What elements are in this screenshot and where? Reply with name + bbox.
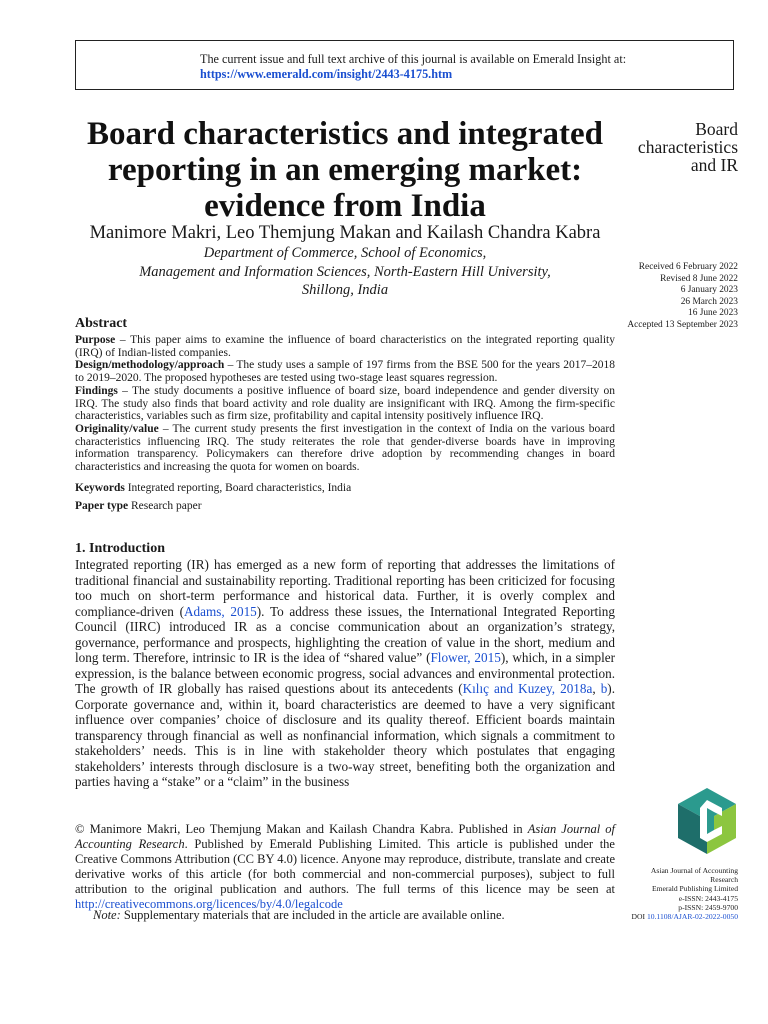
license-paragraph [75,822,615,912]
license-notice [75,822,615,912]
abstract-label: Purpose [75,334,116,346]
journal-info-line: Research [710,875,738,885]
abstract-text: – The study uses a sample of 197 firms from the BSE 500 for the years 2017–2018 to 2019–2020. The proposed hypotheses are tested using two-stage least squares regression. [75,359,615,385]
license-text: . Published by Emerald Publishing Limited. This article is published under the Creative Commons Attribution (CC BY 4.0) licence. Anyone may reproduce, distribute, translate and create derivative works of this article (for both commercial and non-commercial purposes), subject to full attribution to the original publication and authors. The full terms of this licence may be seen at [75,837,615,896]
date-line: 6 January 2023 [680,285,738,295]
journal-info-line: Emerald Publishing Limited [651,884,738,894]
abstract-heading: Abstract [75,316,128,331]
date-line: Accepted 13 September 2023 [627,319,738,330]
introduction-paragraph [75,557,615,790]
doi-label: DOI [631,912,647,922]
license-url-link[interactable]: http://creativecommons.org/licences/by/4.0/legalcode [75,897,343,911]
abstract-design [75,359,615,384]
running-head-line: Board [695,119,738,139]
date-line: 16 June 2023 [688,308,738,318]
abstract-text: – The study documents a positive influence of board size, board independence and gender diversity on IRQ. The study also finds that board activity and role duality are insignificant with IRQ. Among the firm-specific characteristics, variables such as firm size, profitability and capital intensity positively influence IRQ. [75,384,615,423]
supplementary-note [93,908,615,923]
running-head-line: and IR [690,155,738,175]
banner-text: The current issue and full text archive of this journal is available on Emerald Insight at: [200,52,627,66]
abstract-originality [75,423,615,474]
affiliation-line: Department of Commerce, School of Economics, [203,245,487,261]
running-head-line: characteristics [637,137,738,157]
affiliation [75,244,615,300]
hexagon-cube-icon [676,786,738,856]
body-text-segment: , [592,681,601,696]
journal-info-line: p-ISSN: 2459-9700 [678,902,738,912]
abstract-text: – The current study presents the first investigation in the context of India on the various board characteristics influencing IRQ. The study reiterates the role that gender-diverse boards have in improving information transparency. Policymakers can therefore drive adoption by recommending changes in board characteristics and increasing the quota for women on boards. [75,422,615,474]
abstract-text: – This paper aims to examine the influence of board characteristics on the integrated reporting quality (IRQ) of Indian-listed companies. [75,334,615,359]
abstract-label: Originality/value [75,422,159,435]
keywords [75,480,615,496]
keywords-block [75,480,615,516]
journal-info [600,866,738,921]
paper-type-label: Paper type [75,500,129,512]
date-line: 26 March 2023 [680,296,738,307]
license-text: © Manimore Makri, Leo Themjung Makan and Kailash Chandra Kabra. Published in [75,822,528,836]
running-head [616,120,738,174]
received-dates [600,262,738,331]
paper-type-text: Research paper [128,500,202,512]
affiliation-line: Management and Information Sciences, North-Eastern Hill University, [139,263,551,280]
citation-link-adams-2015[interactable]: Adams, 2015 [184,603,257,619]
date-line: Received 6 February 2022 [638,262,738,272]
article-title: Board characteristics and integrated reporting in an emerging market: evidence from India [87,116,603,224]
doi-link[interactable]: 10.1108/AJAR-02-2022-0050 [646,912,738,922]
abstract-body [75,334,615,474]
citation-link-kilic-kuzey-2018b[interactable]: b [600,681,608,696]
affiliation-line: Shillong, India [301,282,389,298]
abstract-label: Design/methodology/approach [75,359,225,372]
abstract-purpose [75,334,615,359]
body-text-segment: Integrated reporting (IR) has emerged as a new form of reporting that addresses the limitations of traditional financial and sustainability reporting. Traditional reporting has been criticized for focusing too much on short-term performance and historical data. Further, it is overly complex and compliance-driven ( [75,557,615,619]
section-heading-introduction: 1. Introduction [75,541,165,556]
note-label: Note: [93,908,121,922]
journal-info-line: e-ISSN: 2443-4175 [678,893,738,903]
journal-name-italic: Asian Journal of Accounting Research [75,822,615,851]
author-list: Manimore Makri, Leo Themjung Makan and Kailash Chandra Kabra [89,223,601,243]
journal-archive-banner [75,40,734,90]
keywords-label: Keywords [75,482,125,494]
abstract-findings [75,385,615,423]
journal-info-line: Asian Journal of Accounting [650,866,738,875]
citation-link-kilic-kuzey-2018a[interactable]: Kılıç and Kuzey, 2018a [462,681,593,696]
body-text-segment: ). Corporate governance and, within it, board characteristics are deemed to have a very significant influence over companies’ choice of disclosure and its quality thereof. Efficient boards maintain transparency through financial as well as nonfinancial information, which signals a commitment to stakeholders’ needs. This is in line with stakeholder theory which postulates that engaging stakeholders’ interests through disclosure is a two-way street, benefiting both the organization and parties having a “stake” or a “claim” in the business [75,681,615,789]
citation-link-flower-2015[interactable]: Flower, 2015 [430,650,501,665]
keywords-text: Integrated reporting, Board characteristics, India [124,482,352,494]
body-text-segment: ). To address these issues, the International Integrated Reporting Council (IIRC) introduced IR as a concise communication about an organization’s strategy, governance, performance and prospects, highlighting the creation of value in the short, medium and long term. Therefore, intrinsic to IR is the idea of “shared value” ( [75,603,615,665]
paper-type [75,498,615,514]
note-text: Supplementary materials that are included in the article are available online. [120,908,505,922]
date-line: Revised 8 June 2022 [660,273,738,284]
journal-url-link[interactable]: https://www.emerald.com/insight/2443-4175.htm [200,67,453,81]
abstract-label: Findings [75,384,118,397]
body-text-segment: ), which, in a simpler expression, is the balance between economic progress, social advances and environmental protection. The growth of IR globally has raised questions about its antecedents ( [75,650,615,696]
journal-logo-icon [676,786,738,856]
doi-line [600,912,738,921]
